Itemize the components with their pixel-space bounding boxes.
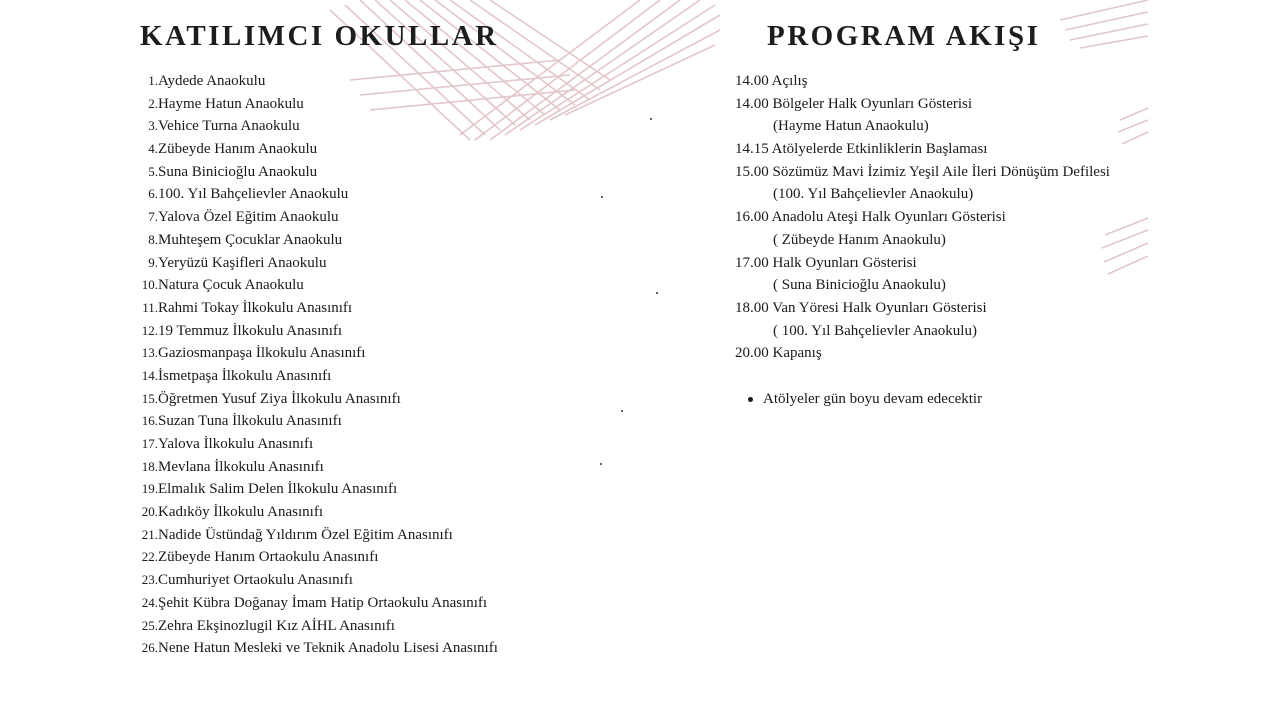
- school-number: 17.: [141, 436, 158, 451]
- school-number: 8.: [148, 231, 158, 247]
- speck: [621, 410, 623, 412]
- school-name: Suzan Tuna İlkokulu Anasınıfı: [158, 413, 342, 430]
- school-item: [130, 93, 498, 116]
- program-item: 15.00 Sözümüz Mavi İzimiz Yeşil Aile İleri Dönüşüm Defilesi: [735, 163, 1110, 180]
- program-item: 17.00 Halk Oyunları Gösterisi: [735, 254, 917, 271]
- school-name: Muhteşem Çocuklar Anaokulu: [158, 231, 343, 248]
- school-item: [130, 637, 498, 660]
- school-item: [130, 569, 498, 592]
- school-item: [130, 252, 498, 275]
- program-performer: (100. Yıl Bahçelievler Anaokulu): [773, 186, 974, 203]
- school-item: [130, 274, 498, 297]
- school-name: Zübeyde Hanım Ortaokulu Anasınıfı: [158, 549, 379, 566]
- school-name: Kadıköy İlkokulu Anasınıfı: [158, 504, 323, 521]
- school-item: [130, 501, 498, 524]
- speck: [650, 118, 652, 120]
- school-name: Öğretmen Yusuf Ziya İlkokulu Anasınıfı: [158, 390, 401, 407]
- school-item: [130, 115, 498, 138]
- school-item: [130, 138, 498, 161]
- school-number: 4.: [148, 141, 158, 157]
- school-name: Aydede Anaokulu: [158, 73, 266, 89]
- program-item: 18.00 Van Yöresi Halk Oyunları Gösterisi: [735, 299, 987, 316]
- school-item: [130, 297, 498, 320]
- school-name: Zehra Ekşinozlugil Kız AİHL Anasınıfı: [158, 617, 395, 634]
- school-number: 19.: [141, 481, 158, 497]
- school-item: [130, 183, 498, 206]
- school-name: İsmetpaşa İlkokulu Anasınıfı: [158, 367, 332, 384]
- school-number: 10.: [141, 277, 158, 293]
- school-item: [130, 615, 498, 638]
- school-name: Gaziosmanpaşa İlkokulu Anasınıfı: [158, 345, 366, 362]
- speck: [601, 196, 603, 198]
- school-name: Elmalık Salim Delen İlkokulu Anasınıfı: [158, 481, 398, 498]
- school-number: 24.: [141, 594, 158, 610]
- school-number: 23.: [141, 572, 158, 588]
- school-name: Yeryüzü Kaşifleri Anaokulu: [158, 254, 327, 271]
- workshop-note-text: Atölyeler gün boyu devam edecektir: [763, 391, 983, 407]
- schools-list: [130, 70, 498, 660]
- school-number: 21.: [141, 526, 158, 542]
- school-item: [130, 592, 498, 615]
- school-number: 20.: [141, 504, 158, 520]
- program-list: [735, 70, 1110, 365]
- school-name: Vehice Turna Anaokulu: [158, 118, 300, 135]
- school-item: [130, 229, 498, 252]
- program-item: 14.00 Açılış: [735, 73, 808, 89]
- school-name: Zübeyde Hanım Anaokulu: [158, 141, 318, 158]
- school-item: [130, 546, 498, 569]
- school-name: Natura Çocuk Anaokulu: [158, 277, 304, 294]
- school-item: [130, 206, 498, 229]
- school-number: 14.: [141, 367, 158, 383]
- school-item: [130, 70, 498, 93]
- bullet-icon: [748, 397, 753, 402]
- school-item: [130, 433, 498, 456]
- school-name: Suna Binicioğlu Anaokulu: [158, 163, 318, 180]
- school-number: 5.: [148, 163, 158, 179]
- school-item: [130, 342, 498, 365]
- school-item: [130, 478, 498, 501]
- school-item: [130, 161, 498, 184]
- school-number: 12.: [141, 322, 158, 338]
- school-name: Nene Hatun Mesleki ve Teknik Anadolu Lisesi Anasınıfı: [158, 640, 498, 657]
- school-number: 9.: [148, 254, 158, 270]
- program-item: 16.00 Anadolu Ateşi Halk Oyunları Gösterisi: [735, 209, 1006, 226]
- participating-schools-title: KATILIMCI OKULLAR: [140, 20, 499, 52]
- school-item: [130, 320, 498, 343]
- program-schedule-title: PROGRAM AKIŞI: [767, 20, 1041, 52]
- school-number: 11.: [142, 299, 158, 315]
- school-number: 16.: [141, 413, 158, 429]
- school-number: 22.: [141, 549, 158, 565]
- program-performer: ( Suna Binicioğlu Anaokulu): [773, 277, 946, 294]
- school-name: Yalova İlkokulu Anasınıfı: [158, 436, 314, 452]
- school-number: 26.: [141, 640, 158, 656]
- program-item: 14.15 Atölyelerde Etkinliklerin Başlaması: [735, 141, 988, 158]
- school-item: [130, 456, 498, 479]
- speck: [600, 463, 602, 465]
- school-number: 13.: [141, 345, 158, 361]
- program-performer: ( 100. Yıl Bahçelievler Anaokulu): [773, 322, 977, 339]
- school-number: 2.: [148, 95, 158, 111]
- school-name: Şehit Kübra Doğanay İmam Hatip Ortaokulu Anasınıfı: [158, 594, 488, 611]
- school-number: 6.: [148, 186, 158, 202]
- program-performer: (Hayme Hatun Anaokulu): [773, 118, 929, 135]
- school-name: Yalova Özel Eğitim Anaokulu: [158, 209, 339, 226]
- school-name: Cumhuriyet Ortaokulu Anasınıfı: [158, 572, 353, 589]
- program-item: 14.00 Bölgeler Halk Oyunları Gösterisi: [735, 95, 973, 112]
- school-number: 15.: [141, 390, 158, 406]
- speck: [656, 292, 658, 294]
- school-number: 1.: [148, 73, 158, 88]
- school-item: [130, 524, 498, 547]
- school-name: 19 Temmuz İlkokulu Anasınıfı: [158, 322, 343, 339]
- school-item: [130, 365, 498, 388]
- school-number: 25.: [141, 617, 158, 633]
- program-performer: ( Zübeyde Hanım Anaokulu): [773, 231, 946, 248]
- school-name: Mevlana İlkokulu Anasınıfı: [158, 458, 324, 475]
- school-number: 7.: [148, 209, 158, 225]
- school-name: 100. Yıl Bahçelievler Anaokulu: [158, 186, 349, 203]
- school-number: 18.: [141, 458, 158, 474]
- school-item: [130, 410, 498, 433]
- workshop-note: [748, 388, 982, 410]
- school-number: 3.: [148, 118, 158, 134]
- school-item: [130, 388, 498, 411]
- program-item: 20.00 Kapanış: [735, 345, 822, 362]
- school-name: Rahmi Tokay İlkokulu Anasınıfı: [158, 299, 353, 316]
- school-name: Hayme Hatun Anaokulu: [158, 95, 304, 112]
- school-name: Nadide Üstündağ Yıldırım Özel Eğitim Anasınıfı: [158, 526, 453, 543]
